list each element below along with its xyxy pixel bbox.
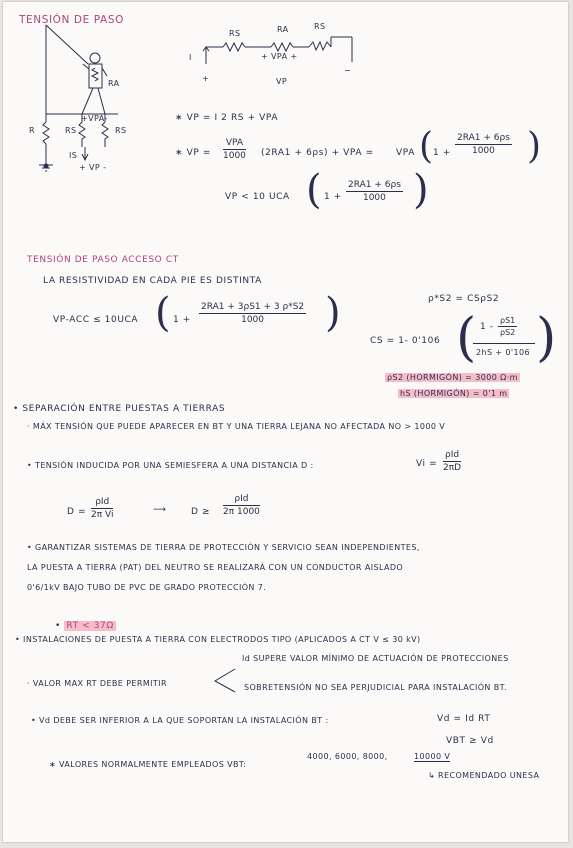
equation-vp-lhs: ∗ VP = (175, 148, 211, 158)
equation-vp-inner-one: 1 + (433, 148, 451, 158)
equation-vp-access-paren-open: ( (155, 290, 171, 336)
notebook-page (3, 2, 568, 842)
circuit-plus: + (202, 74, 210, 83)
distance-eq-fraction: ρId 2π Vi (91, 497, 114, 520)
label-rs-right: RS (115, 126, 127, 135)
equation-vp-limit-paren-close: ) (413, 167, 429, 213)
label-ra: RA (108, 79, 120, 88)
induced-voltage-vi: Vi = (416, 459, 438, 469)
induced-voltage-fraction: ρId 2πD (443, 450, 462, 473)
resistivity-note: LA RESISTIVIDAD EN CADA PIE ES DISTINTA (43, 276, 262, 286)
label-r: R (29, 126, 35, 135)
equation-vp-inner-fraction: $\frac{2RA1 + 6\rho s}{1000}$ (457, 133, 510, 156)
max-voltage-note: · MÁX TENSIÓN QUE PUEDE APARECER EN BT Y UNA TIERRA LEJANA NO AFECTADA NO > 1000 V (27, 422, 446, 431)
vbt-equation: VBT ≥ Vd (446, 736, 494, 746)
equation-vp-vpa: VPA (396, 148, 415, 158)
vd-equation: Vd = Id RT (437, 714, 491, 724)
equation-vp-access-lhs: VP-ACC ≤ 10UCA (53, 315, 139, 325)
separation-title: • SEPARACIÓN ENTRE PUESTAS A TIERRAS (13, 404, 226, 414)
equation-vp-access-fraction: $\frac{2RA1 + 3\rho S1 + 3 \rho*S2}{1000}$ (201, 302, 305, 325)
equation-vp-paren-close: ) (527, 126, 542, 167)
equation-vp-fraction: VPA 1000 (223, 138, 246, 161)
equation-vp-mid: (2RA1 + 6ρs) + VPA = (261, 148, 374, 158)
equation-vp-sum: ∗ VP = I 2 RS + VPA (175, 113, 279, 123)
max-rt-note: · VALOR MAX RT DEBE PERMITIR (27, 679, 167, 688)
equation-vp-limit-inner-one: 1 + (324, 192, 342, 202)
values-list: 4000, 6000, 8000, (307, 752, 388, 761)
distance-eq-lhs: D = (67, 507, 87, 517)
label-is: IS (69, 151, 78, 160)
guarantee-line-3: 0'6/1kV BAJO TUBO DE PVC DE GRADO PROTECCIÓN 7. (27, 583, 267, 592)
distance-eq-arrow: ⟶ (153, 505, 167, 515)
circuit-vpa: + VPA + (261, 52, 298, 61)
branch-item-1: Id SUPERE VALOR MÍNIMO DE ACTUACIÓN DE PROTECCIONES (242, 654, 509, 663)
guarantee-line-2: LA PUESTA A TIERRA (PAT) DEL NEUTRO SE REALIZARÁ CON UN CONDUCTOR AISLADO (27, 563, 404, 572)
cs-den: 2hS + 0'106 (476, 348, 530, 357)
equation-vp-paren-open: ( (419, 126, 434, 167)
guarantee-line-1: • GARANTIZAR SISTEMAS DE TIERRA DE PROTECCIÓN Y SERVICIO SEAN INDEPENDIENTES, (27, 543, 420, 552)
equation-vp-limit-paren-open: ( (306, 167, 322, 213)
cs-equation-lhs: CS = 1- 0'106 (370, 336, 441, 346)
distance-eq-rhs-fraction: ρId 2π 1000 (223, 494, 260, 517)
equation-vp-access-inner-one: 1 + (173, 315, 191, 325)
label-rs-left: RS (65, 126, 77, 135)
circuit-i: I (189, 53, 192, 62)
equation-vp-limit-lhs: VP < 10 UCA (225, 192, 290, 202)
cs-num-one: 1 - (480, 322, 494, 332)
heading-step-voltage-access: TENSIÓN DE PASO ACCESO CT (27, 255, 179, 265)
installations-note: • INSTALACIONES DE PUESTA A TIERRA CON ELECTRODOS TIPO (APLICADOS A CT V ≤ 30 kV) (15, 635, 421, 644)
values-note: ∗ VALORES NORMALMENTE EMPLEADOS VBT: (49, 760, 247, 769)
circuit-minus: − (344, 66, 352, 75)
cs-paren-open: ( (456, 308, 477, 368)
circuit-ra: RA (277, 25, 289, 34)
recommended-note: ↳ RECOMENDADO UNESA (428, 771, 540, 780)
label-vp: + VP - (79, 163, 107, 172)
circuit-vp: VP (276, 77, 288, 86)
equation-vp-access-paren-close: ) (325, 290, 341, 336)
induced-voltage-note: • TENSIÓN INDUCIDA POR UNA SEMIESFERA A UNA DISTANCIA D : (27, 461, 314, 470)
rt-limit-note: • RT < 37Ω (55, 621, 114, 631)
distance-eq-rhs: D ≥ (191, 507, 211, 517)
values-recommended: 10000 V (414, 752, 451, 761)
heading-step-voltage: TENSIÓN DE PASO (19, 14, 124, 26)
hs-concrete-highlight: hS (HORMIGÓN) = 0'1 m (400, 389, 508, 398)
equation-vp-limit-fraction: $\frac{2RA1 + 6\rho s}{1000}$ (348, 180, 401, 203)
rho-star-equation: ρ*S2 = CSρS2 (428, 294, 500, 304)
rho-concrete-highlight: ρS2 (HORMIGÓN) = 3000 Ω·m (387, 373, 518, 382)
label-vpa: +VPA- (81, 114, 108, 123)
circuit-rs-1: RS (229, 29, 241, 38)
cs-inner-fraction: $\frac{\rho S1}{\rho S2}$ (500, 316, 516, 337)
circuit-rs-2: RS (314, 22, 326, 31)
branch-item-2: SOBRETENSIÓN NO SEA PERJUDICIAL PARA INSTALACIÓN BT. (244, 683, 507, 692)
vd-note: • Vd DEBE SER INFERIOR A LA QUE SOPORTAN LA INSTALACIÓN BT : (31, 716, 329, 725)
cs-paren-close: ) (536, 308, 557, 368)
